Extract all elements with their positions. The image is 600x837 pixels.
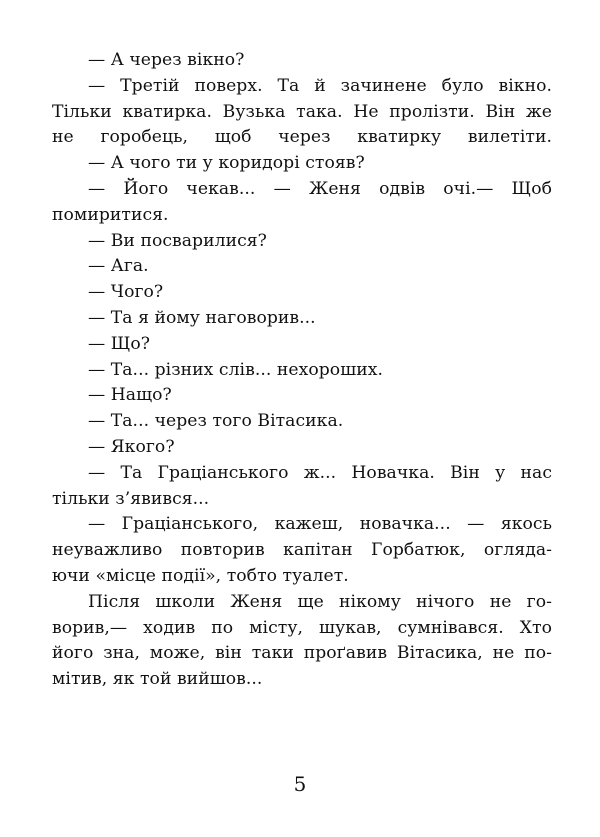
text-line: тільки з’явився... (52, 488, 210, 509)
text-line: — Та Граціанського ж... Новачка. Він у нас (88, 462, 552, 483)
text-line: — Третій поверх. Та й зачинене було вікно. (88, 75, 552, 96)
text-line: — Ага. (88, 256, 149, 277)
text-line: Тільки кватирка. Вузька така. Не пролізти. Він же (52, 101, 552, 122)
document-body (52, 48, 552, 693)
text-line: — Нащо? (88, 385, 172, 406)
text-line: — Що? (88, 333, 151, 354)
text-line: неуважливо повторив капітан Горбатюк, огляда- (52, 540, 552, 561)
text-line: його зна, може, він таки проґавив Вітасика, не по- (52, 643, 552, 664)
text-line: — Та... через того Вітасика. (88, 411, 344, 432)
text-line: помиритися. (52, 204, 169, 225)
text-line: — Ви посварилися? (88, 230, 267, 251)
text-line: не горобець, щоб через кватирку вилетіти. (52, 127, 552, 148)
text-line: — Його чекав... — Женя одвів очі.— Щоб (88, 178, 552, 199)
text-line: ючи «місце події», тобто туалет. (52, 565, 349, 586)
text-line: — Та... різних слів... нехороших. (88, 359, 383, 380)
text-line: — А через вікно? (88, 50, 245, 70)
text-line: — Чого? (88, 282, 164, 303)
text-line: Після школи Женя ще нікому нічого не го- (88, 591, 552, 612)
text-line: ворив,— ходив по місту, шукав, сумнівався. Хто (52, 617, 552, 638)
text-line: — А чого ти у коридорі стояв? (88, 153, 365, 174)
text-line: — Граціанського, кажеш, новачка... — якось (88, 514, 552, 535)
page-number: 5 (293, 772, 307, 796)
text-line: мітив, як той вийшов... (52, 669, 263, 690)
text-line: — Якого? (88, 436, 175, 457)
text-line: — Та я йому наговорив... (88, 307, 316, 328)
